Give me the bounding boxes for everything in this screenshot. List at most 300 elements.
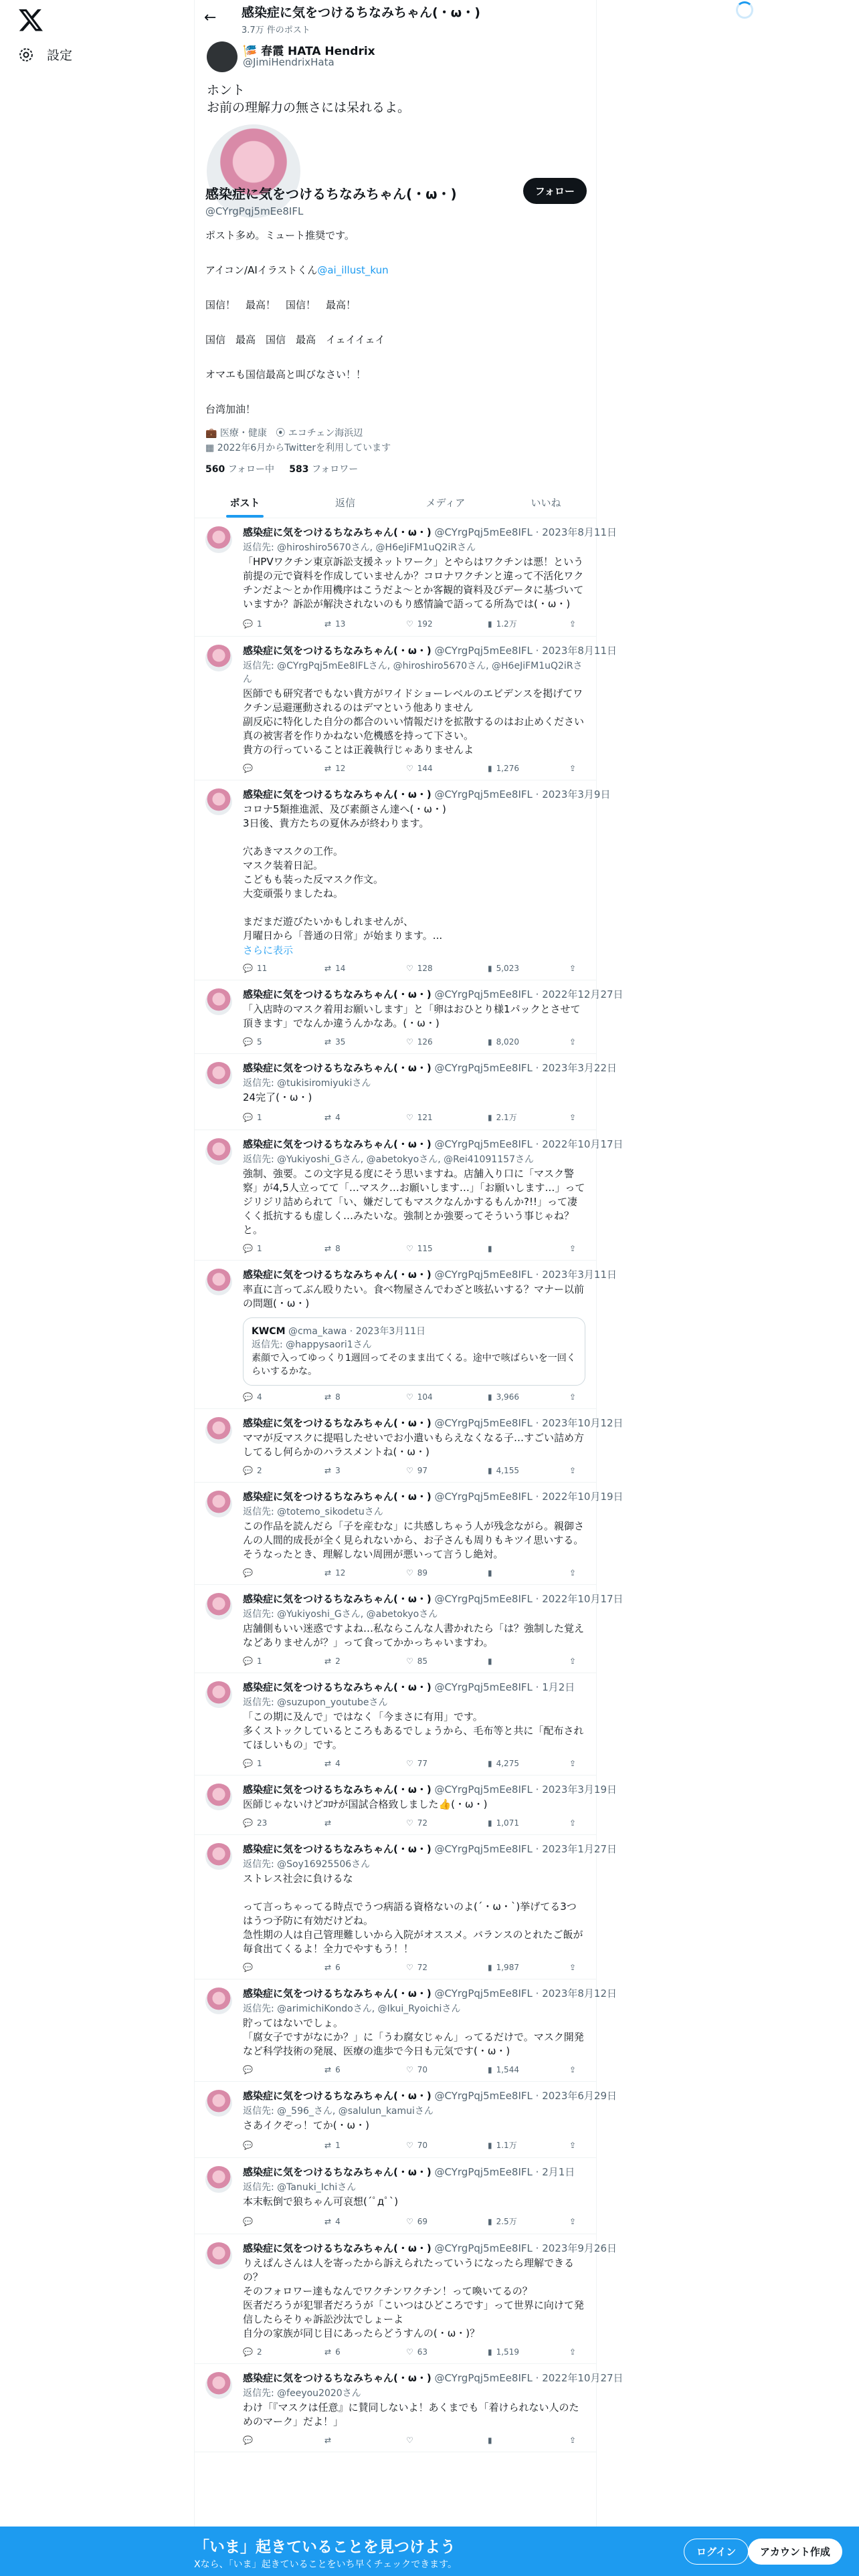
repost-button[interactable] [324,1111,365,1123]
tweet-date[interactable]: 2022年10月17日 [542,1138,624,1150]
tweet-avatar[interactable] [205,1593,232,1620]
tweet[interactable] [195,1409,624,1483]
tweet-actions [243,2065,585,2074]
tweet-author-name[interactable]: 感染症に気をつけるちなみちゃん(・ω・) [243,1681,432,1693]
like-button[interactable] [406,1963,446,1972]
share-button[interactable] [569,1392,583,1402]
tweet-avatar[interactable] [205,1138,232,1165]
signup-banner-title: 「いま」起きていることを見つけよう [194,2539,456,2556]
replies-count: 11 [256,964,268,973]
tweet-avatar[interactable] [205,2242,232,2269]
tweet-header: 感染症に気をつけるちなみちゃん(・ω・) @CYrgPqj5mEe8IFL · 2023年3月19日 [243,1784,617,1796]
views-count: 1,544 [496,2065,519,2074]
back-arrow-icon[interactable]: ← [204,9,217,26]
profile-location: エコチェン海浜辺 [288,428,363,439]
tweet-actions [243,1656,585,1666]
tweet-avatar[interactable] [205,788,232,815]
repost-button[interactable] [324,1818,365,1828]
tweet-avatar[interactable] [205,1681,232,1708]
settings-link[interactable] [17,45,72,64]
views-button[interactable] [488,1244,528,1253]
reposts-count: 12 [335,1568,346,1578]
reply-icon: 💬 [243,1112,253,1122]
profile-category: 医療・健康 [219,428,267,439]
reply-icon: 💬 [243,2436,253,2445]
tweet-author-name[interactable]: 感染症に気をつけるちなみちゃん(・ω・) [243,1491,432,1503]
like-icon: ♡ [406,619,413,629]
tweet-date[interactable]: 2022年10月27日 [542,2372,624,2384]
views-button[interactable] [488,1466,528,1475]
reply-icon: 💬 [243,619,253,629]
share-button[interactable] [569,618,583,629]
tweet-text: 24完了(・ω・) [243,1091,312,1103]
tweet-author-name[interactable]: 感染症に気をつけるちなみちゃん(・ω・) [243,1138,432,1150]
share-button[interactable] [569,2065,583,2074]
tweet-date[interactable]: 2023年8月11日 [542,526,617,538]
like-icon: ♡ [406,2140,413,2150]
reply-to: 返信先: @Yukiyoshi_Gさん, @abetokyoさん, @Rei41091157さん [243,1154,534,1165]
tweet-author-handle[interactable]: @CYrgPqj5mEe8IFL [434,1138,533,1150]
tweet[interactable] [195,518,617,637]
tweet-date[interactable]: 2022年10月19日 [542,1491,624,1503]
tweet[interactable] [195,1054,617,1130]
views-icon: ▮ [488,2140,492,2150]
tweet[interactable] [195,1585,624,1673]
reply-icon: 💬 [243,1568,253,1578]
tweet[interactable] [195,2082,617,2158]
repost-button[interactable] [324,964,365,973]
reply-icon: 💬 [243,1818,253,1828]
tweet-text: 貯ってはないでしょ。 「腐女子ですがなにか？」に「うわ腐女じゃん」ってるだけで。マスク開発など科学技術の発展、医療の進歩で今日も元気です(・ω・) [243,2017,584,2057]
reply-to: 返信先: @totemo_sikodetuさん [243,1507,383,1517]
reply-to: 返信先: @tukisiromiyukiさん [243,1078,371,1089]
reply-button[interactable] [243,618,283,629]
reply-button[interactable] [243,1759,283,1768]
repost-button[interactable] [324,1656,365,1666]
like-button[interactable] [406,2436,446,2445]
reply-button[interactable] [243,764,283,773]
tweet-text: 店舗側もいい迷惑ですよね…私ならこんな人書かれたら「は？強制した覚えなどありませんが？」って食ってかかっちゃいますわ。 [243,1622,585,1648]
share-button[interactable] [569,2216,583,2227]
tweet-date[interactable]: 2023年3月9日 [542,788,611,800]
reply-button[interactable] [243,1244,283,1253]
reply-button[interactable] [243,2065,283,2074]
tweet-date[interactable]: 2023年3月19日 [542,1784,617,1796]
like-button[interactable] [406,1568,446,1578]
reply-button[interactable] [243,1392,283,1402]
repost-button[interactable] [324,1244,365,1253]
like-button[interactable] [406,2065,446,2074]
tweet-author-handle[interactable]: @CYrgPqj5mEe8IFL [434,1269,533,1281]
replies-count: 4 [256,1392,262,1402]
like-icon: ♡ [406,1818,413,1828]
reply-to: 返信先: @arimichiKondoさん, @Ikui_Ryoichiさん [243,2004,461,2014]
reposts-count: 8 [335,1392,341,1402]
tweet-author-handle[interactable]: @CYrgPqj5mEe8IFL [434,2166,533,2178]
views-button[interactable] [488,1111,528,1123]
tweet-date[interactable]: 1月2日 [542,1681,575,1693]
share-button[interactable] [569,1568,583,1578]
tweet-avatar[interactable] [205,2372,232,2399]
tweet-author-handle[interactable]: @CYrgPqj5mEe8IFL [434,1593,533,1605]
share-button[interactable] [569,2436,583,2445]
signup-button[interactable]: アカウント作成 [748,2539,842,2565]
reply-button[interactable] [243,2436,283,2445]
tweet[interactable] [195,780,611,980]
tweet-date[interactable]: 2022年12月27日 [542,988,624,1000]
tab-likes[interactable]: いいね [531,497,561,509]
likes-count: 121 [417,1112,433,1122]
tweet-header: 感染症に気をつけるちなみちゃん(・ω・) @CYrgPqj5mEe8IFL · 2022年10月17日 [243,1593,624,1605]
tweet-text: 「HPVワクチン東京訴訟支援ネットワーク」とやらはワクチンは悪！という前提の元で資料を作成していませんか？コロナワクチンと違って不活化ワクチンだよ〜とか作用機序はこうだよ〜とか客観的資料及びデータに基づいていますか？訴訟が解決されないのもり感情論で語ってる所為では(・ω・) [243,556,584,610]
repost-icon: ⇄ [324,1244,332,1253]
tweet-author-name[interactable]: 感染症に気をつけるちなみちゃん(・ω・) [243,2166,432,2178]
tweet-date[interactable]: 2023年1月27日 [542,1843,617,1855]
tweet-date[interactable]: 2月1日 [542,2166,575,2178]
share-button[interactable] [569,764,583,773]
views-button[interactable] [488,1568,528,1578]
views-count: 1.1万 [496,2141,517,2150]
tweet[interactable] [195,1130,624,1261]
repost-icon: ⇄ [324,1759,332,1768]
share-button[interactable] [569,1111,583,1123]
views-button[interactable] [488,1037,528,1047]
tab-posts[interactable]: ポスト [195,486,295,518]
likes-count: 70 [417,2140,428,2150]
share-button[interactable] [569,1466,583,1475]
tweet-avatar[interactable] [205,1491,232,1517]
replies-count: 1 [256,619,262,629]
tweet-header: 感染症に気をつけるちなみちゃん(・ω・) @CYrgPqj5mEe8IFL · 2023年3月9日 [243,788,611,800]
tweet-text: 医師じゃないけどｺﾛﾅが国試合格致しました👍(・ω・) [243,1798,488,1810]
tweet[interactable] [195,1776,617,1835]
tweet-header: 感染症に気をつけるちなみちゃん(・ω・) @CYrgPqj5mEe8IFL · 2022年10月19日 [243,1491,624,1503]
like-button[interactable] [406,764,446,773]
tweet-text: 率直に言ってぶん殴りたい。食べ物屋さんでわざと咳払いする？マナー以前の問題(・ω・) [243,1283,585,1309]
tweet-actions [243,1111,585,1123]
like-button[interactable] [406,1244,446,1253]
tweet-date[interactable]: 2023年10月12日 [542,1417,624,1429]
share-button[interactable] [569,1037,583,1047]
views-button[interactable] [488,2347,528,2357]
quote-text: 素顔で入ってゆっくり1週回ってそのまま出てくる。途中で咳ばらいを一回くらいするかな。 [252,1353,576,1377]
reply-to: 返信先: @CYrgPqj5mEe8IFLさん, @hiroshiro5670さん, @H6eJiFM1uQ2iRさん [243,661,583,685]
reply-icon: 💬 [243,2140,253,2150]
reposts-count: 12 [335,764,346,773]
views-count: 1,071 [496,1818,519,1828]
like-button[interactable] [406,2216,446,2227]
reply-button[interactable] [243,1568,283,1578]
repost-button[interactable] [324,2216,365,2227]
views-button[interactable] [488,1759,528,1768]
tab-replies[interactable]: 返信 [335,497,355,509]
repost-button[interactable] [324,1568,365,1578]
share-icon: ⇪ [569,1037,577,1047]
tweet-avatar[interactable] [205,1269,232,1295]
repost-button[interactable] [324,1466,365,1475]
views-count: 2.1万 [496,1113,517,1122]
repost-icon: ⇄ [324,1392,332,1402]
reply-icon: 💬 [243,2216,253,2226]
tweet-actions [243,2436,585,2445]
views-icon: ▮ [488,1392,492,1402]
views-button[interactable] [488,2065,528,2074]
views-count: 1,987 [496,1963,519,1972]
tweet-date[interactable]: 2023年8月12日 [542,1988,617,2000]
repost-button[interactable] [324,2436,365,2445]
views-button[interactable] [488,1818,528,1828]
tweet-author-handle[interactable]: @CYrgPqj5mEe8IFL [434,1417,533,1429]
tweet-author-name[interactable]: 感染症に気をつけるちなみちゃん(・ω・) [243,645,432,657]
tweet-date[interactable]: 2023年3月22日 [542,1062,617,1074]
tweet-avatar[interactable] [205,2090,232,2117]
views-button[interactable] [488,2139,528,2151]
repost-button[interactable] [324,1963,365,1972]
like-button[interactable] [406,1392,446,1402]
reply-icon: 💬 [243,1656,253,1666]
repost-button[interactable] [324,618,365,629]
tweet-author-handle[interactable]: @CYrgPqj5mEe8IFL [434,788,533,800]
quote-reply-to: 返信先: @happysaori1さん [252,1339,372,1350]
share-button[interactable] [569,1818,583,1828]
reply-to: 返信先: @Soy16925506さん [243,1859,371,1870]
reposts-count: 4 [335,1112,341,1122]
share-button[interactable] [569,1759,583,1768]
top-bar-name: 感染症に気をつけるちなみちゃん(・ω・) [242,5,480,20]
profile-name: 感染症に気をつけるちなみちゃん(・ω・) [205,186,457,202]
tweet-author-handle[interactable]: @CYrgPqj5mEe8IFL [434,1062,533,1074]
quoted-tweet[interactable]: KWCM @cma_kawa · 2023年3月11日 返信先: @happysaori1さん 素顔で入ってゆっくり1週回ってそのまま出てくる。途中で咳ばらいを一回くらいするかな。 [243,1317,585,1386]
like-button[interactable] [406,1111,446,1123]
reply-to: 返信先: @suzupon_youtubeさん [243,1697,388,1708]
share-button[interactable] [569,1656,583,1666]
repost-button[interactable] [324,1037,365,1047]
repost-button[interactable] [324,2347,365,2357]
tweet-author-name[interactable]: 感染症に気をつけるちなみちゃん(・ω・) [243,988,432,1000]
share-icon: ⇪ [569,2216,577,2226]
like-icon: ♡ [406,2065,413,2074]
views-button[interactable] [488,1392,528,1402]
tweet-author-name[interactable]: 感染症に気をつけるちなみちゃん(・ω・) [243,1417,432,1429]
reply-button[interactable] [243,1037,283,1047]
tweet-avatar[interactable] [205,526,232,553]
tweet-author-name[interactable]: 感染症に気をつけるちなみちゃん(・ω・) [243,1784,432,1796]
share-icon: ⇪ [569,2436,577,2445]
views-icon: ▮ [488,964,492,973]
tweet[interactable] [195,2158,596,2234]
tweet-text: 強制、強要。この文字見る度にそう思いますね。店舗入り口に「マスク警察」が4,5人立ってて「…マスク…お願いします…」「お願いします…」ってジリジリ詰められて「い、嫌だしてもマスクなんかするもんか?!!」って凄くく抵抗するも虚しく…みたいな。強制とか強要ってそういう事じゃね？と。 [243,1168,585,1236]
following-link[interactable]: 560 フォロー中 [205,464,274,475]
tweet[interactable] [195,980,624,1054]
tweet-header: 感染症に気をつけるちなみちゃん(・ω・) @CYrgPqj5mEe8IFL · 2023年8月11日 [243,645,617,657]
reply-button[interactable] [243,1111,283,1123]
tweet-actions [243,2216,585,2227]
replies-count: 1 [256,1244,262,1253]
repost-button[interactable] [324,2065,365,2074]
tweet-author-name[interactable]: 感染症に気をつけるちなみちゃん(・ω・) [243,2090,432,2102]
tweet-avatar[interactable] [205,1062,232,1089]
tweet-avatar[interactable] [205,645,232,671]
calendar-icon: ▦ [205,443,215,453]
tweet-header: 感染症に気をつけるちなみちゃん(・ω・) @CYrgPqj5mEe8IFL · 2023年3月22日 [243,1062,617,1074]
tweet-author-name[interactable]: 感染症に気をつけるちなみちゃん(・ω・) [243,1988,432,2000]
tweet[interactable] [195,2234,617,2364]
tweet-header: 感染症に気をつけるちなみちゃん(・ω・) @CYrgPqj5mEe8IFL · 2023年8月11日 [243,526,617,538]
like-button[interactable] [406,2139,446,2151]
tweet[interactable] [195,2364,624,2452]
reply-button[interactable] [243,1818,283,1828]
tweet-author-name[interactable]: 感染症に気をつけるちなみちゃん(・ω・) [243,1593,432,1605]
views-button[interactable] [488,1963,528,1972]
tweet-author-name[interactable]: 感染症に気をつけるちなみちゃん(・ω・) [243,788,432,800]
tweet-avatar[interactable] [205,1843,232,1870]
like-button[interactable] [406,618,446,629]
like-button[interactable] [406,964,446,973]
share-icon: ⇪ [569,1656,577,1666]
tab-media[interactable]: メディア [425,497,466,509]
share-button[interactable] [569,2347,583,2357]
like-button[interactable] [406,1466,446,1475]
repost-button[interactable] [324,1392,365,1402]
login-button[interactable]: ログイン [684,2539,749,2565]
views-icon: ▮ [488,1656,492,1666]
likes-count: 72 [417,1818,428,1828]
share-button[interactable] [569,2139,583,2151]
views-icon: ▮ [488,1568,492,1578]
tweet-author-name[interactable]: 感染症に気をつけるちなみちゃん(・ω・) [243,1269,432,1281]
views-icon: ▮ [488,2065,492,2074]
bio-icon-link[interactable]: @ai_illust_kun [317,264,389,276]
tweet-author-name[interactable]: 感染症に気をつけるちなみちゃん(・ω・) [243,1843,432,1855]
repost-button[interactable] [324,1759,365,1768]
like-button[interactable] [406,2347,446,2357]
followers-link[interactable]: 583 フォロワー [289,464,359,475]
views-button[interactable] [488,764,528,773]
likes-count: 72 [417,1963,428,1972]
tweet-author-handle[interactable]: @CYrgPqj5mEe8IFL [434,1491,533,1503]
tweet-avatar[interactable] [205,1784,232,1810]
share-button[interactable] [569,964,583,973]
reply-button[interactable] [243,2139,283,2151]
banner-text: ホント お前の理解力の無さには呆れるよ。 [207,83,411,115]
tweet-actions [243,1818,585,1828]
reply-button[interactable] [243,1466,283,1475]
views-icon: ▮ [488,2436,492,2445]
likes-count: 104 [417,1392,433,1402]
tweet-date[interactable]: 2023年9月26日 [542,2242,617,2254]
tweet-actions [243,964,585,973]
tweet-author-handle[interactable]: @CYrgPqj5mEe8IFL [434,2372,533,2384]
tweet-avatar[interactable] [205,1988,232,2014]
views-count: 1,276 [496,764,519,773]
tweet-header: 感染症に気をつけるちなみちゃん(・ω・) @CYrgPqj5mEe8IFL · 2023年1月27日 [243,1843,617,1855]
like-button[interactable] [406,1037,446,1047]
main-column [194,0,624,2576]
tweet-author-handle[interactable]: @CYrgPqj5mEe8IFL [434,988,533,1000]
tweet[interactable] [195,1483,624,1585]
tweet-avatar[interactable] [205,2166,232,2193]
like-icon: ♡ [406,1037,413,1047]
tweet[interactable] [195,637,617,780]
repost-icon: ⇄ [324,2436,332,2445]
tweet-actions [243,1568,585,1578]
reply-button[interactable] [243,1656,283,1666]
share-button[interactable] [569,1963,583,1972]
tweet-author-handle[interactable]: @CYrgPqj5mEe8IFL [434,2242,533,2254]
replies-count: 2 [256,1466,262,1475]
tweet-text: ストレス社会に負けるな って言っちゃってる時点でうつ病語る資格ないのよ(´・ω・`)挙げてる3つはうつ予防に有効だけどね。 急性期の人は自己管理難しいから入院がオススメ。バランスのとれたご飯が毎食出てくるよ！全力でやすもう！！ [243,1872,583,1955]
tweet-author-handle[interactable]: @CYrgPqj5mEe8IFL [434,2090,533,2102]
reply-button[interactable] [243,1963,283,1972]
views-button[interactable] [488,964,528,973]
tweet-date[interactable]: 2023年8月11日 [542,645,617,657]
tweet-actions [243,1759,585,1768]
tweet[interactable] [195,1979,617,2082]
like-button[interactable] [406,1818,446,1828]
tweet-header: 感染症に気をつけるちなみちゃん(・ω・) @CYrgPqj5mEe8IFL · 2023年10月12日 [243,1417,624,1429]
repost-icon: ⇄ [324,1466,332,1475]
x-logo-icon[interactable] [17,7,44,33]
tweet-author-name[interactable]: 感染症に気をつけるちなみちゃん(・ω・) [243,2242,432,2254]
views-button[interactable] [488,2436,528,2445]
settings-label: 設定 [47,48,73,63]
tweet-date[interactable]: 2023年6月29日 [542,2090,617,2102]
tweet-author-name[interactable]: 感染症に気をつけるちなみちゃん(・ω・) [243,2372,432,2384]
bio-text: 国信！ 最高！ 国信！ 最高！ 国信 最高 国信 最高 イェイイェイ オマエも国信最高と叫びなさい！！ 台湾加油！ [205,299,385,415]
like-button[interactable] [406,1759,446,1768]
like-button[interactable] [406,1656,446,1666]
reposts-count: 4 [335,1759,341,1768]
reply-icon: 💬 [243,1759,253,1768]
views-button[interactable] [488,618,528,629]
tweet-header: 感染症に気をつけるちなみちゃん(・ω・) @CYrgPqj5mEe8IFL · 2022年10月17日 [243,1138,624,1150]
tweet[interactable] [195,1261,617,1409]
tweet-author-handle[interactable]: @CYrgPqj5mEe8IFL [434,1784,533,1796]
tweet-author-handle[interactable]: @CYrgPqj5mEe8IFL [434,1988,533,2000]
banner-name: 🎏 春霞 HATA Hendrix [243,45,375,58]
tweet-author-handle[interactable]: @CYrgPqj5mEe8IFL [434,526,533,538]
tweet-author-handle[interactable]: @CYrgPqj5mEe8IFL [434,1843,533,1855]
tweet-author-name[interactable]: 感染症に気をつけるちなみちゃん(・ω・) [243,526,432,538]
repost-button[interactable] [324,764,365,773]
repost-button[interactable] [324,2139,365,2151]
reply-button[interactable] [243,2216,283,2227]
views-button[interactable] [488,1656,528,1666]
views-button[interactable] [488,2216,528,2227]
tweet-header: 感染症に気をつけるちなみちゃん(・ω・) @CYrgPqj5mEe8IFL · 1月2日 [243,1681,575,1693]
tweet-avatar[interactable] [205,988,232,1015]
repost-icon: ⇄ [324,1818,332,1828]
tweet-author-handle[interactable]: @CYrgPqj5mEe8IFL [434,1681,533,1693]
reply-button[interactable] [243,964,283,973]
tweet-date[interactable]: 2023年3月11日 [542,1269,617,1281]
tweet-author-name[interactable]: 感染症に気をつけるちなみちゃん(・ω・) [243,1062,432,1074]
follow-button[interactable]: フォロー [523,178,587,204]
reposts-count: 6 [335,2347,341,2357]
views-count: 2.5万 [496,2217,517,2226]
tweet-author-handle[interactable]: @CYrgPqj5mEe8IFL [434,645,533,657]
tweet[interactable] [195,1673,596,1776]
tweet[interactable] [195,1835,617,1979]
reply-button[interactable] [243,2347,283,2357]
signup-banner [0,2527,859,2576]
show-more-link[interactable]: さらに表示 [243,944,294,956]
share-button[interactable] [569,1244,583,1253]
likes-count: 126 [417,1037,433,1047]
reply-icon: 💬 [243,964,253,973]
tweet-avatar[interactable] [205,1417,232,1444]
tweet-date[interactable]: 2022年10月17日 [542,1593,624,1605]
